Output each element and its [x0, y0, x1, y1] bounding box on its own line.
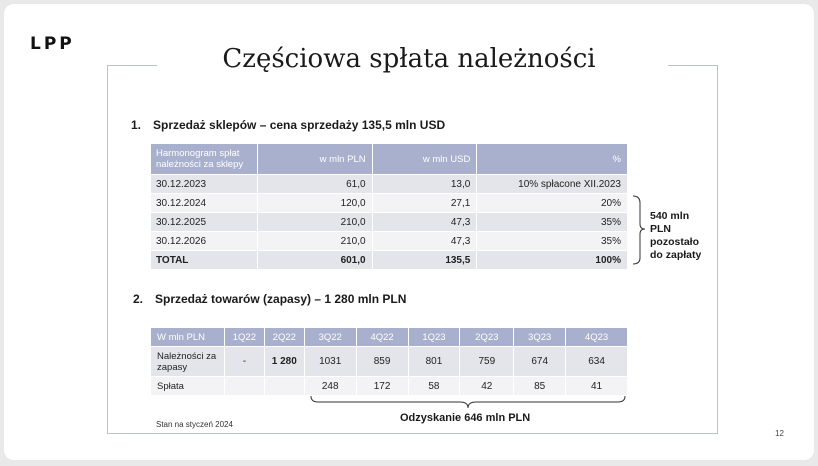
header-quarter: 4Q22 — [356, 328, 408, 347]
header-quarter: 4Q23 — [566, 328, 628, 347]
remaining-line: PLN — [650, 223, 671, 235]
row-value: 801 — [408, 347, 460, 377]
header-quarter: 1Q22 — [224, 328, 264, 347]
header-quarter: 1Q23 — [408, 328, 460, 347]
row-usd: 47,3 — [372, 213, 477, 232]
row-percent: 20% — [477, 194, 628, 213]
header-mln-pln: w mln PLN — [257, 144, 372, 175]
row-usd: 47,3 — [372, 232, 477, 251]
total-label: TOTAL — [151, 251, 258, 270]
row-value: - — [224, 347, 264, 377]
total-usd: 135,5 — [372, 251, 477, 270]
row-value: 41 — [566, 377, 628, 396]
section2-title: Sprzedaż towarów (zapasy) – 1 280 mln PLN — [155, 292, 407, 306]
row-value: 634 — [566, 347, 628, 377]
row-pln: 61,0 — [257, 175, 372, 194]
header-unit: W mln PLN — [151, 328, 225, 347]
row-date: 30.12.2025 — [151, 213, 258, 232]
section2-number: 2. — [133, 292, 144, 306]
status-note: Stan na styczeń 2024 — [156, 420, 233, 429]
row-date: 30.12.2024 — [151, 194, 258, 213]
remaining-line: 540 mln — [650, 210, 690, 222]
row-pln: 210,0 — [257, 213, 372, 232]
row-usd: 13,0 — [372, 175, 477, 194]
remaining-line: do zapłaty — [650, 249, 702, 261]
header-quarter: 3Q23 — [514, 328, 566, 347]
row-percent: 35% — [477, 232, 628, 251]
row-date: 30.12.2023 — [151, 175, 258, 194]
row-percent: 10% spłacone XII.2023 — [477, 175, 628, 194]
row-value: 172 — [356, 377, 408, 396]
header-quarter: 3Q22 — [304, 328, 356, 347]
row-usd: 27,1 — [372, 194, 477, 213]
row-pln: 120,0 — [257, 194, 372, 213]
row-label: Spłata — [151, 377, 225, 396]
row-value: 42 — [460, 377, 514, 396]
row-value: 759 — [460, 347, 514, 377]
row-value: 674 — [514, 347, 566, 377]
header-quarter: 2Q22 — [264, 328, 304, 347]
header-mln-usd: w mln USD — [372, 144, 477, 175]
row-value: 1031 — [304, 347, 356, 377]
recovery-label: Odzyskanie 646 mln PLN — [400, 412, 531, 424]
total-percent: 100% — [477, 251, 628, 270]
row-value: 248 — [304, 377, 356, 396]
lpp-logo: LPP — [30, 34, 75, 54]
row-value: 58 — [408, 377, 460, 396]
row-value: 85 — [514, 377, 566, 396]
header-quarter: 2Q23 — [460, 328, 514, 347]
row-value: 1 280 — [264, 347, 304, 377]
row-pln: 210,0 — [257, 232, 372, 251]
row-date: 30.12.2026 — [151, 232, 258, 251]
row-percent: 35% — [477, 213, 628, 232]
header-schedule: Harmonogram spłat należności za sklepy — [151, 144, 258, 175]
section1-number: 1. — [131, 118, 142, 132]
page-number: 12 — [775, 429, 784, 438]
header-percent: % — [477, 144, 628, 175]
remaining-line: pozostało — [650, 236, 699, 248]
section1-title: Sprzedaż sklepów – cena sprzedaży 135,5 mln USD — [153, 118, 446, 132]
slide-title: Częściowa spłata należności — [222, 44, 596, 74]
row-label: Należności za zapasy — [151, 347, 225, 377]
row-value: 859 — [356, 347, 408, 377]
total-pln: 601,0 — [257, 251, 372, 270]
